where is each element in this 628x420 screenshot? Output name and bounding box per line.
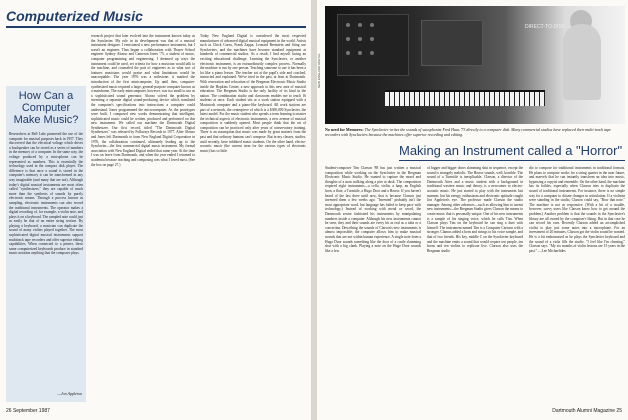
saxophonist-figure <box>563 24 601 100</box>
left-column-1-text: research project that later evolved into the instrument known today as the Synclavier. My role in its development was that of a musical instrument designer. I envisioned a new performance instrument, but I wasn't an engineer. Thus began a collaboration with Thayer School engineer Sydney Alonso and Cameron Jones '75, a student of music, computer programming and engineering. I dreamed up ways the instrument could be used, set criteria for how a musician would talk to the machine, and counseled the pair of engineers as to what sort of features musicians would praise and what limitations would be unacceptable. The year 1976 was a milestone: it marked the introduction of the first minicomputer. Up until then, computer-synthesized music required a large, general-purpose computer known as a mainframe. The early minicomputer, however, was too small to use as a sophisticated sound generator. Alonso solved the problem by inventing a separate digital sound-producing device which translated the computer's specifications into instructions a computer could understand. Jones programmed the microcomputer. As the prototypes were built, I composed new works demonstrating that intelligent, sophisticated music could be written, produced and performed on this new instrument. We called our machine the Dartmouth Digital Synthesizer. Our first record, titled "The Dartmouth Digital Synthesizer," was released by Folkways Records in 1977. After Alonso and Jones left Dartmouth to form New England Digital Corporation in 1976, the collaboration continued, ultimately leading up to the Synclavier—the first commercial digital music instrument. My formal association with New England Digital ended that same year. At the time I was on leave from Dartmouth, and when the year ended I returned to academia because teaching and composing was what I loved most. (See the box on page 27.) <box>91 34 195 167</box>
right-column-1 <box>325 166 421 402</box>
right-folio: Dartmouth Alumni Magazine 25 <box>552 408 622 414</box>
right-column-1-text: Student-composer Tim Clarson '88 has just written a musical composition while working on the Synclavier in the Bregman Electronic Music Studio. He wanted to capture the mood and thoughts of a man walking along a pier at dusk. The composition required eight instruments—a cello, violin, a harp, an English horn, a flute, a Turnstile, a Hugo Door and a Horror. If you haven't heard of the last three until now, that is because Clarson just invented them a few weeks ago. "Invented" probably isn't the most appropriate word, but language has failed to keep pace with technology.) Instead of working with metal or wood, the Dartmouth senior fashioned his instruments by manipulating numbers inside a computer. Although his new instruments cannot be seen, they and their sounds are every bit as real as a tuba or a concertina. Describing the sounds of Clarson's new instruments is almost impossible; the computer allows him to make musical sounds that are not within human experience. A single note from a Hugo Door sounds something like the door of a castle slamming shut with a big clank. Playing a note on the Huge Door sounds like a few <box>325 166 421 253</box>
photo-sign: DIRECT-TO-DISK <box>525 24 566 30</box>
section-title: Computerized Music <box>6 8 143 24</box>
photo-caption <box>325 127 625 137</box>
right-page <box>317 0 628 420</box>
article-title: Making an Instrument called a "Horror" <box>399 143 623 158</box>
sidebar-box <box>6 86 86 402</box>
section-rule <box>6 26 306 28</box>
left-column-1 <box>91 34 195 402</box>
left-folio: 26 September 1987 <box>6 408 50 414</box>
synclavier-studio-photo <box>325 6 625 124</box>
sidebar-byline: —Jon Appleton <box>57 391 82 396</box>
right-column-2-text: of bigger and bigger doors slamming shut in sequence, except the sound is strangely melodic. The Horror sounds, well, horrible. The sound of a Turnstile is inexplicable. Clarson, a director of the Dartmouth Aires and a music student with a background in traditional western music and theory, is a newcomer to electro-acoustic music. He just started to play with the instrument last summer, but his energy, enthusiasm and electronic aptitude caught Jon Appleton's eye. The professor made Clarson the studio manager. Among other advances—such as allowing him to invent new instruments—the Bregman Studio gives Clarson the means to create music that is personally unique. One of his new instruments is a sample of his singing voice, which he calls Tim. When Clarson plays Tim on the keyboard he can sing a duet with himself. The instrument named Tim is a Computer Cartoon with a stronger. Clamus added a horn and strings to his voice sample, and that of two friends. His key, middle C on the Synclavier keyboard and the machine emits a sound that would require ten people, ten horns and ten violins to replicate live. Clarson also uses the Bregman studio <box>427 166 523 253</box>
monitor-screen <box>421 20 483 66</box>
photo-credit: NEW ENGLAND DIGITAL <box>317 53 321 88</box>
left-column-2-text: Today New England Digital is considered the most respected manufacturer of advanced digital musical equipment in the world. Artists such as Chick Corea, Frank Zappa, Leonard Bernstein and Sting use Synclaviers, and the machines have become standard equipment at hundreds of commercial studios. As a result, I find myself facing an exciting educational challenge. Learning the Synclavier, or another electronic instrument, is an extraordinarily complex process. Normally the machine is run by one person. Teaching someone to use it has been a lot like a piano lesson. The teacher sat at the pupil's side and coached, instructed and explained. We've tried in the past, at least at Dartmouth. With renovation and relocation of the Bregman Electronic Music Studio inside the Hopkins Center, a new approach to this new area of musical education. The Bregman Studio is the only facility of its kind in the nation. The combination studio and classroom enables me to teach 16 students at once. Each student sits at a work station equipped with a Macintosh computer and a piano-like keyboard. All work stations are part of a network, the centerpiece of which is a $300,000 Synclavier, the latest model. For the music student who spends a term learning to master the technical aspects of electronic instruments, a new avenue of musical composition is suddenly opened. Most people think that the art of composition can be practiced only after years of conservatory training. There is an assumption that music was made by great masters from the past and that ordinary humans can't compose. But in my classes, studies, until recently, have inhibited music students. On the other hand, electro-acoustic music (the current term for the various types of electronic music) has so little <box>200 34 306 153</box>
caption-text: The Synclavier writes the sounds of saxophonist Fred Haas '73 directly to a computer disk. Many commercial studios have replaced their multi-track tape recorders with Synclaviers because the machines offer superior recording and editing. <box>325 127 611 137</box>
sidebar-title: How Can a Computer Make Music? <box>13 90 79 126</box>
right-column-3-text: dio to compose for traditional instruments in traditional formats. He plans to compose works for a string quartet in the near future, and marvels that he can instantly transform an idea into music, bypassing a copyist and ensemble. On the other hand, the machine has its foibles, especially when Clarson tries to duplicate the sound of traditional instruments. For instance, there is no simple way for a computer to dictate changes in articulation. If a violinist were standing in the studio, Clarson could say, "Bow that note." The machine is not as responsive. (With a bit of a trouble, however, savvy users like Clarson know how to get around the problem.) Another problem is that the sounds in the Synclavier's library are all owned by the composer's liking. But in that case he can record his own. Recently Clarson added an accomplished violist to play just some notes into a microphone. For an investment of 20 minutes, Clarson got the violin sound he wanted. He is a bit embarrassed as he plays the Synclavier keyboard and the sound of a viola fills the studio. "I feel like I'm cheating," Clarson says. "My six months of violin lessons are 15 years in the past." —Lee Michaelides <box>529 166 625 253</box>
right-column-2 <box>427 166 523 402</box>
caption-lead: No need for Memorex: <box>325 127 364 132</box>
equipment-panel <box>337 14 409 76</box>
right-column-3 <box>529 166 625 402</box>
sidebar-body: Researchers at Bell Labs pioneered the use of the computer for musical purposes back in 1957. They discovered that the electrical voltage which drives a loudspeaker can be stored as a series of numbers in the memory of a computer. In the same way, the voltage produced by a microphone can be represented as numbers. This is essentially the technology used in the compact disk player. The difference is that once a sound is stored in the computer's memory it can be transformed in any way imaginable (and many that are not). Although today's digital musical instruments are most often called "synthesizers," they are capable of much more than the synthesis of sounds by purely electronic means. Through a process known as sampling, electronic instruments can also record the traditional instruments. The operator makes a digital recording of, for example, a violin note, and plays it on a keyboard. The sampled note could just as easily be that of an entire string section. By playing a keyboard, a musician can duplicate the sound of many violins played together. The most sophisticated digital musical instruments support multitrack tape recorders and offer superior editing capabilities. When connected to a printer, these same computerized keyboards produce in standard music notation anything that the composer plays. <box>9 132 83 256</box>
left-column-2 <box>200 34 306 402</box>
article-rule <box>399 160 625 161</box>
synclavier-keyboard <box>385 90 545 106</box>
left-page <box>0 0 311 420</box>
